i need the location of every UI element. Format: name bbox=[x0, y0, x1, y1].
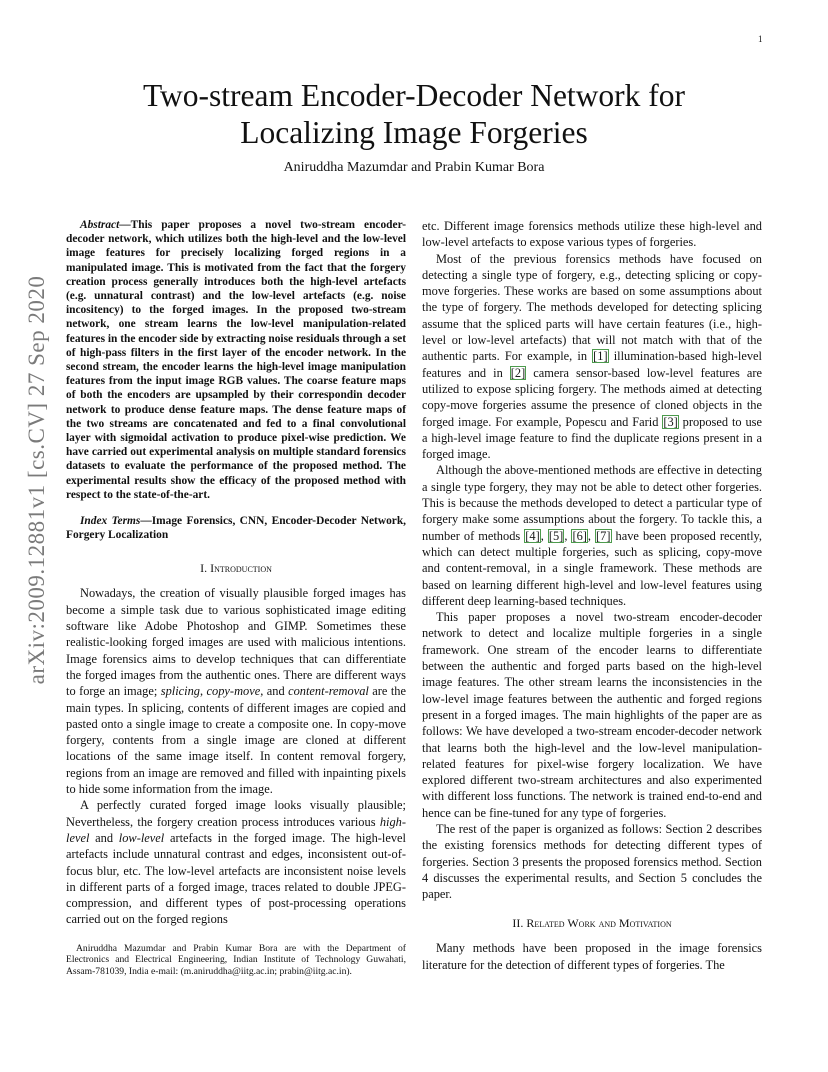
arxiv-identifier: arXiv:2009.12881v1 [cs.CV] 27 Sep 2020 bbox=[24, 275, 49, 685]
text-run: Most of the previous forensics methods have focused on detecting a single type of forgery, e.g., detecting splicing or copy-move forgeries. These works are based on some assumptions about the type of forgery. The methods developed for detecting splicing assume that the spliced parts will have certain features (i.e., high-level or low-level artefacts) that will not match with that of the authentic parts. For example, in bbox=[422, 251, 762, 364]
citation-link[interactable]: [3] bbox=[663, 414, 678, 429]
text-run: artefacts in the forged image. The high-level artefacts include unnatural contrast and edges, inconsistent out-of-focus blur, etc. The low-level artefacts are inconsistent noise levels in different parts of a forged image, traces related to double JPEG-compression, and different types of post-processing operations carried out on the forged regions bbox=[66, 830, 406, 927]
text-run: camera sensor-based low-level features are utilized to expose splicing forgery. The methods aimed at detecting copy-move forgeries assume the presence of cloned objects in the forged image. For example, Popescu and Farid bbox=[422, 365, 762, 429]
section-number: II. bbox=[512, 916, 524, 931]
text-run: Nowadays, the creation of visually plausible forged images has become a simple task due to various sophisticated image editing software like Adobe Photoshop and GIMP. Sometimes these realistic-looking forged images are used with malicious intentions. Image forensics aims to develop techniques that can differentiate the forged images from the authentic ones. There are different ways to forge an image; bbox=[66, 586, 406, 699]
continued-paragraph: etc. Different image forensics methods utilize these high-level and low-level artefacts to expose various types of forgeries. bbox=[422, 219, 762, 250]
title-line-1: Two-stream Encoder-Decoder Network for bbox=[142, 78, 686, 113]
right-column bbox=[422, 218, 762, 973]
text-run: have been proposed recently, which can detect multiple forgeries, such as splicing, copy-move and content-removal, in a single framework. These methods are based on learning different high-level and low-level features using different deep learning-based techniques. bbox=[422, 528, 763, 608]
text-run: Although the above-mentioned methods are effective in detecting a single type forgery, they may not be able to detect other forgeries. This is because the methods developed to detect a particular type of forgery make some assumptions about the forgery. To tackle this, a number of methods bbox=[422, 463, 762, 543]
section-title: Related Work and Motivation bbox=[526, 916, 672, 931]
section-number: I. bbox=[200, 561, 208, 576]
introduction-body bbox=[66, 585, 406, 927]
paragraph-proposed-method: This paper proposes a novel two-stream encoder-decoder network to detect and localize multiple forgeries in a single framework. One stream of the encoder learns to differentiate between the authentic and forged parts based on the high-level image features. The other stream learns the inconsistencies in the low-level image features between the authentic and forged regions present in a forged images. The main highlights of the paper are as follows: We have developed a two-stream encoder-decoder network that learns both the high-level and the low-level manipulation-related features for pixel-wise forgery localization. We have explored different two-stream architectures and also experimented with different loss functions. The network is trained end-to-end and hence can be fine-tuned for any type of forgeries. bbox=[422, 610, 762, 820]
abstract-label: Abstract bbox=[80, 219, 120, 231]
citation-link[interactable]: [5] bbox=[548, 528, 564, 543]
abstract bbox=[66, 218, 406, 502]
paragraph-multiple-forgeries bbox=[422, 462, 762, 609]
index-terms-label: Index Terms bbox=[80, 515, 141, 528]
text-run: , bbox=[587, 528, 596, 543]
text-run: and bbox=[89, 830, 119, 845]
intro-paragraph-2 bbox=[66, 797, 406, 927]
section-heading-related-work bbox=[422, 916, 762, 931]
index-terms-text: —Image Forensics, CNN, Encoder-Decoder Network, Forgery Localization bbox=[66, 515, 406, 542]
text-run: proposed to use a high-level image feature to find the duplicate regions present in a forged image. bbox=[422, 414, 763, 462]
emphasis-copy-move: copy-move bbox=[206, 684, 261, 699]
emphasis-low-level: low-level bbox=[118, 830, 165, 845]
text-run: are the main types. In splicing, contents of different images are copied and pasted onto a single image to create a composite one. In copy-move forgery, contents from a single image are cloned at different locations of the same image itself. In content removal forgery, regions from an image are removed and filled with inpainting pixels to hide some information from the image. bbox=[66, 684, 406, 797]
text-run: illumination-based high-level features and in bbox=[422, 349, 762, 380]
text-run: , and bbox=[260, 684, 289, 699]
authors: Aniruddha Mazumdar and Prabin Kumar Bora bbox=[283, 160, 545, 175]
section-heading-introduction bbox=[66, 561, 406, 576]
text-run: A perfectly curated forged image looks visually plausible; Nevertheless, the forgery creation process introduces various bbox=[66, 798, 406, 829]
page-number: 1 bbox=[758, 34, 763, 44]
text-run: , bbox=[200, 684, 207, 699]
citation-link[interactable]: [7] bbox=[596, 528, 611, 543]
paragraph-related-work: Many methods have been proposed in the image forensics literature for the detection of different types of forgeries. The bbox=[422, 941, 762, 972]
emphasis-splicing: splicing bbox=[160, 684, 200, 699]
index-terms bbox=[66, 514, 406, 542]
text-run: , bbox=[540, 528, 548, 543]
citation-link[interactable]: [4] bbox=[525, 528, 540, 543]
citation-link[interactable]: [6] bbox=[572, 528, 587, 543]
intro-paragraph-1 bbox=[66, 585, 406, 797]
paragraph-organization: The rest of the paper is organized as follows: Section 2 describes the existing forensics methods for detecting different types of forgeries. Section 3 presents the proposed forensics method. Section 4 discusses the experimental results, and Section 5 concludes the paper. bbox=[422, 821, 762, 902]
text-run: , bbox=[564, 528, 572, 543]
section-title: Introduction bbox=[210, 561, 272, 576]
paragraph-previous-methods bbox=[422, 251, 762, 463]
footnote: Aniruddha Mazumdar and Prabin Kumar Bora are with the Department of Electronics and Electrical Engineering, Indian Institute of Technology Guwahati, Assam-781039, India e-mail: (m.aniruddha@iitg.ac.in; prabin@iitg.ac.in). bbox=[66, 942, 406, 977]
emphasis-content-removal: content-removal bbox=[288, 684, 369, 699]
emphasis-high-level: high-level bbox=[66, 814, 406, 845]
abstract-text: —This paper proposes a novel two-stream encoder-decoder network, which utilizes both the high-level and the low-level image features for precisely localizing forged regions in a manipulated image. This is motivated from the fact that the forgery creation process generally introduces both the high-level artefacts (e.g. unnatural contrast) and the low-level artefacts (e.g. noise incositency) to the forged images. In the proposed two-stream network, one stream learns the low-level manipulation-related features in the encoder side by extracting noise residuals through a set of high-pass filters in the first layer of the encoder network. In the second stream, the encoder learns the high-level image manipulation features from the input image RGB values. The coarse feature maps of both the encoders are upsampled by their correspondin decoder network to produce dense feature maps. The dense feature maps of the two streams are concatenated and fed to a final convolutional layer with sigmoidal activation to produce pixel-wise prediction. We have carried out experimental analysis on multiple standard forensics datasets to evaluate the performance of the proposed method. The experimental results show the efficacy of the proposed method with respect to the state-of-the-art. bbox=[66, 219, 406, 501]
citation-link[interactable]: [2] bbox=[510, 365, 526, 380]
citation-link[interactable]: [1] bbox=[593, 349, 608, 364]
left-column bbox=[66, 218, 406, 977]
paper-title bbox=[0, 77, 828, 151]
title-line-2: Localizing Image Forgeries bbox=[240, 115, 588, 150]
